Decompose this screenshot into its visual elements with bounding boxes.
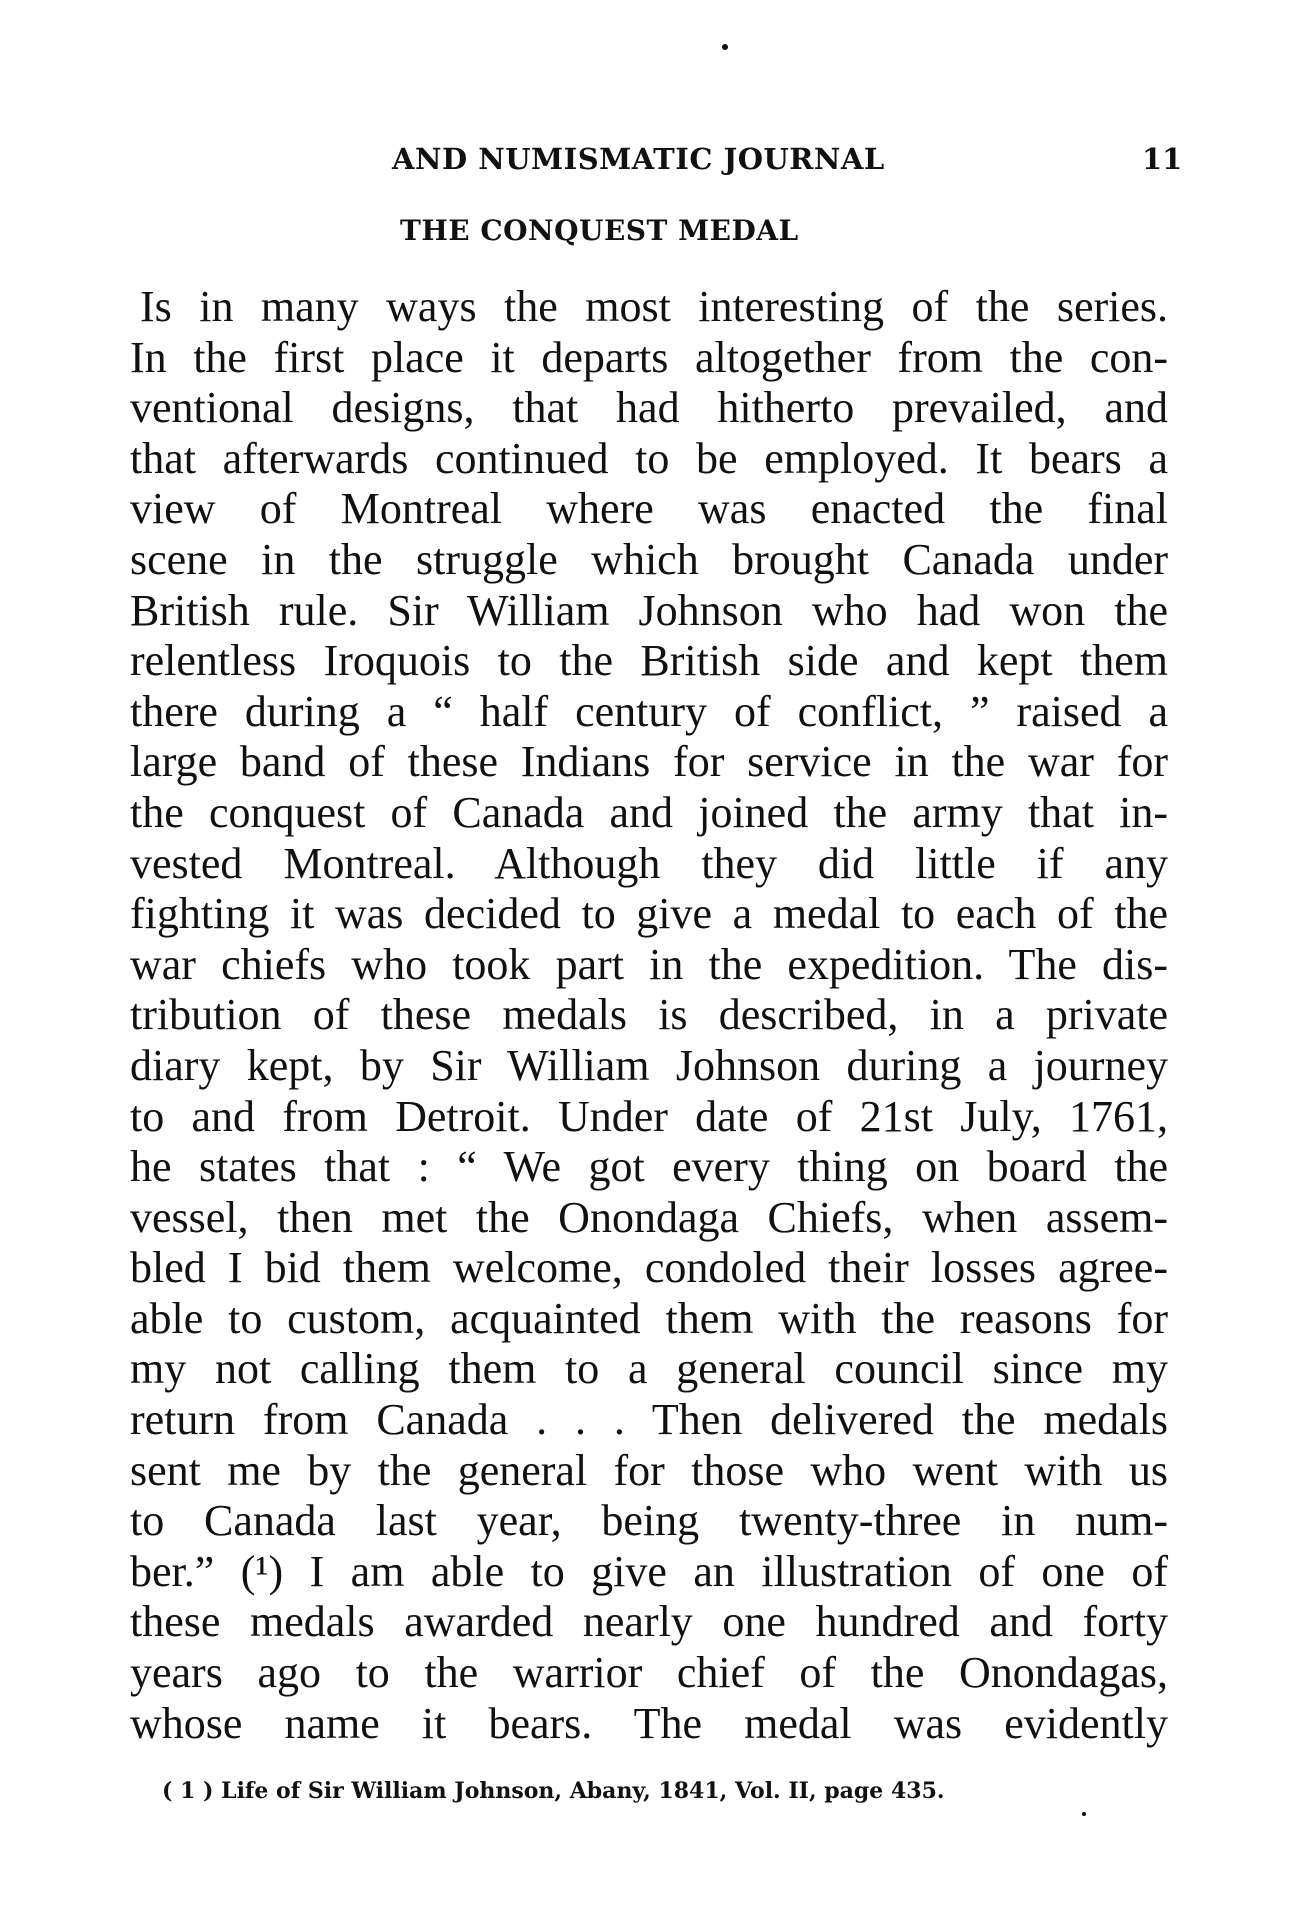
text-line: years ago to the warrior chief of the Onondagas, xyxy=(130,1648,1168,1698)
text-line: bled I bid them welcome, condoled their losses agree- xyxy=(130,1243,1168,1293)
text-line: ber.” (¹) I am able to give an illustration of one of xyxy=(130,1546,1168,1596)
text-line: vested Montreal. Although they did little if any xyxy=(130,838,1168,888)
text-line: scene in the struggle which brought Canada under xyxy=(130,534,1168,584)
running-head: AND NUMISMATIC JOURNAL xyxy=(392,142,885,176)
ink-speck xyxy=(1082,1812,1086,1816)
text-line: ventional designs, that had hitherto prevailed, and xyxy=(130,383,1168,433)
ink-speck xyxy=(722,44,728,50)
text-line: return from Canada . . . Then delivered the medals xyxy=(130,1395,1168,1445)
footnote: ( 1 ) Life of Sir William Johnson, Abany, 1841, Vol. II, page 435. xyxy=(162,1778,945,1804)
page-number: 11 xyxy=(1142,142,1183,176)
text-line: view of Montreal where was enacted the final xyxy=(130,484,1168,534)
text-line: sent me by the general for those who went with us xyxy=(130,1445,1168,1495)
text-line: fighting it was decided to give a medal to each of the xyxy=(130,889,1168,939)
text-line: that afterwards continued to be employed. It bears a xyxy=(130,433,1168,483)
text-line: large band of these Indians for service in the war for xyxy=(130,737,1168,787)
text-line: British rule. Sir William Johnson who had won the xyxy=(130,585,1168,635)
text-line: Is in many ways the most interesting of the series. xyxy=(140,282,1168,331)
text-line: diary kept, by Sir William Johnson during a journey xyxy=(130,1040,1168,1090)
body-text xyxy=(130,282,1168,1749)
text-line: he states that : “ We got every thing on board the xyxy=(130,1142,1168,1192)
text-line: my not calling them to a general council since my xyxy=(130,1344,1168,1394)
text-line: whose name it bears. The medal was evidently xyxy=(130,1698,1168,1748)
text-line: to and from Detroit. Under date of 21st July, 1761, xyxy=(130,1091,1168,1141)
text-line: these medals awarded nearly one hundred and forty xyxy=(130,1597,1168,1647)
text-line: vessel, then met the Onondaga Chiefs, when assem- xyxy=(130,1192,1168,1242)
text-line: able to custom, acquainted them with the reasons for xyxy=(130,1293,1168,1343)
text-line: war chiefs who took part in the expedition. The dis- xyxy=(130,939,1168,989)
section-title: THE CONQUEST MEDAL xyxy=(400,214,799,247)
text-line: tribution of these medals is described, in a private xyxy=(130,990,1168,1040)
text-line: to Canada last year, being twenty-three in num- xyxy=(130,1496,1168,1546)
text-line: the conquest of Canada and joined the army that in- xyxy=(130,787,1168,837)
text-line: In the first place it departs altogether from the con- xyxy=(130,332,1168,382)
text-line: relentless Iroquois to the British side and kept them xyxy=(130,636,1168,686)
text-line: there during a “ half century of conflict, ” raised a xyxy=(130,686,1168,736)
